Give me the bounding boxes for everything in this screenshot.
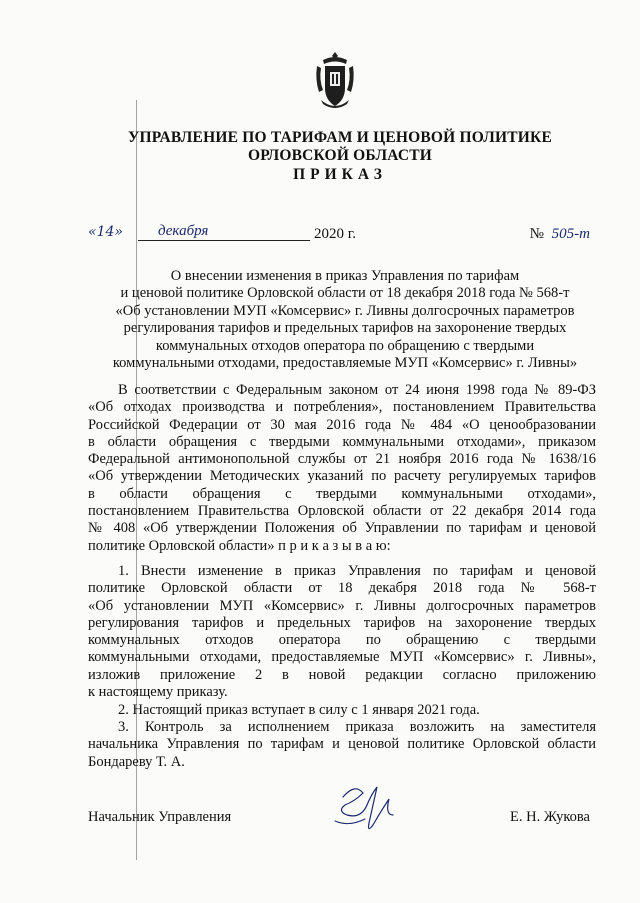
signatory-name: Е. Н. Жукова	[509, 809, 590, 825]
text-line: политике Орловской области» п р и к а з ы в а ю:	[88, 537, 391, 554]
text-line: политике Орловской области от 18 декабря 2018 года № 568-т	[88, 580, 596, 597]
order-item-2	[88, 702, 596, 719]
order-number	[530, 226, 590, 243]
text-line: изложив приложение 2 в новой редакции согласно приложению	[88, 666, 596, 683]
order-subject	[90, 268, 600, 372]
date-number-line	[88, 223, 590, 250]
order-number-value: 505-т	[551, 226, 590, 242]
text-line: к настоящему приказу.	[88, 684, 228, 701]
text-line: «Об утверждении Методических указаний по расчету регулируемых тарифов	[88, 468, 596, 485]
order-item-1	[88, 563, 596, 701]
preamble-paragraph	[88, 382, 596, 555]
text-line: Бондареву Т. А.	[88, 753, 185, 770]
handwritten-signature	[315, 775, 415, 845]
issuer-title: УПРАВЛЕНИЕ ПО ТАРИФАМ И ЦЕНОВОЙ ПОЛИТИКЕ	[127, 129, 553, 146]
text-line: коммунальных отходов оператора по обращению с твердыми	[88, 632, 596, 649]
order-item-3	[88, 719, 596, 771]
subject-line: О внесении изменения в приказ Управления по тарифам	[170, 268, 520, 284]
subject-line: регулирования тарифов и предельных тарифов на захоронение твердых	[123, 320, 567, 337]
text-line: регулирования тарифов и предельных тарифов на захоронение твердых	[88, 614, 596, 631]
subject-line: «Об установлении МУП «Комсервис» г. Ливны долгосрочных параметров	[115, 302, 575, 319]
text-line: 1. Внести изменение в приказ Управления по тарифам и ценовой	[118, 563, 596, 579]
signatory-title: Начальник Управления	[88, 809, 232, 825]
text-line: в области обращения с твердыми коммунальными отходами»,	[88, 485, 596, 502]
text-line: В соответствии с Федеральным законом от 24 июня 1998 года № 89-ФЗ	[118, 382, 596, 398]
document-type: ПРИКАЗ	[293, 166, 387, 183]
text-line: № 408 «Об утверждении Положения об Управлении по тарифам и ценовой	[88, 520, 596, 537]
text-line: коммунальными отходами, предоставляемые МУП «Комсервис» г. Ливны»,	[88, 649, 596, 666]
coat-of-arms-emblem	[313, 50, 357, 112]
subject-line: коммунальными отходами, предоставляемые МУП «Комсервис» г. Ливны»	[112, 355, 578, 372]
subject-line: и ценовой политике Орловской области от 18 декабря 2018 года № 568-т	[120, 285, 570, 302]
date-month: декабря	[138, 223, 310, 241]
text-line: Российской Федерации от 30 мая 2016 года № 484 «О ценообразовании	[88, 416, 596, 433]
issuer-region: ОРЛОВСКОЙ ОБЛАСТИ	[247, 147, 433, 164]
text-line: 2. Настоящий приказ вступает в силу с 1 января 2021 года.	[118, 702, 480, 718]
text-line: постановлением Правительства Орловской области от 22 декабря 2014 года	[88, 503, 596, 520]
text-line: «Об отходах производства и потребления», постановлением Правительства	[88, 399, 596, 416]
text-line: Федеральной антимонопольной службы от 21 ноября 2016 года № 1638/16	[88, 451, 596, 468]
text-line: 3. Контроль за исполнением приказа возложить на заместителя	[118, 719, 596, 735]
date-year: 2020 г.	[314, 226, 356, 242]
subject-line: коммунальных отходов оператора по обращению с твердыми	[155, 337, 535, 354]
text-line: «Об установлении МУП «Комсервис» г. Ливны долгосрочных параметров	[88, 597, 596, 614]
text-line: в области обращения с твердыми коммунальными отходами», приказом	[88, 433, 596, 450]
order-number-label: №	[529, 226, 544, 242]
date-day: «14»	[88, 224, 123, 240]
text-line: начальника Управления по тарифам и ценовой политике Орловской области	[88, 736, 596, 753]
